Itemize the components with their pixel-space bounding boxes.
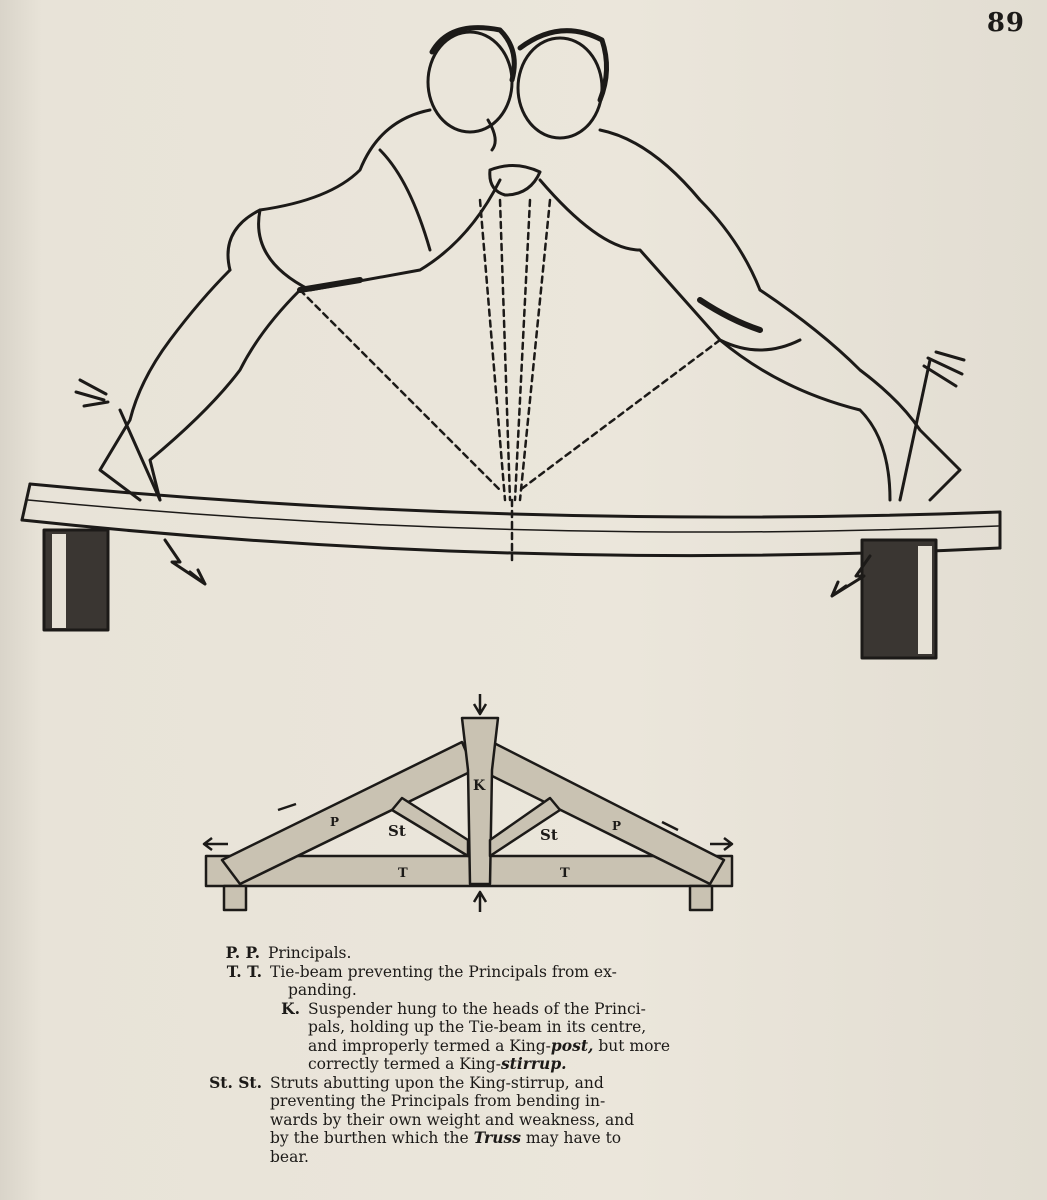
left-figure — [76, 28, 514, 500]
legend-suspender-line-1: Suspender hung to the heads of the Princi- — [308, 999, 646, 1018]
bottom-arrow — [474, 892, 486, 912]
right-figure — [518, 31, 964, 500]
legend-struts-line-4: by the burthen which the Truss may have to — [270, 1128, 622, 1147]
legend-suspender-line-2: pals, holding up the Tie-beam in its centre, — [308, 1018, 647, 1036]
top-arrow — [474, 694, 486, 714]
truss-label-tie-right: T — [560, 866, 570, 881]
legend-struts-line-1: Struts abutting upon the King-stirrup, and — [270, 1073, 604, 1092]
truss-label-tie-left: T — [398, 866, 408, 881]
legend-suspender — [281, 998, 758, 1074]
truss-label-principal-left: P — [330, 815, 340, 829]
truss-label-strut-left: St — [388, 822, 406, 840]
legend-key-principals: P. P. — [225, 943, 260, 962]
legend-tie-beam-line-1: Tie-beam preventing the Principals from ex- — [270, 962, 617, 981]
force-lines — [300, 200, 720, 560]
legend-key-tie-beam: T. T. — [226, 961, 262, 981]
right-arrow — [710, 838, 732, 850]
truss-legend — [198, 944, 758, 1166]
left-arrow — [204, 838, 228, 850]
legend-tie-beam — [226, 961, 758, 1000]
legend-struts-line-3: wards by their own weight and weakness, and — [270, 1110, 635, 1129]
truss-label-principal-right: P — [612, 819, 622, 833]
legend-struts-line-2: preventing the Principals from bending in- — [270, 1092, 606, 1110]
legend-text-principals: Principals. — [268, 944, 352, 962]
legend-suspender-line-3: and improperly termed a King-post, but more — [308, 1035, 670, 1055]
left-force-arrow — [165, 540, 205, 584]
truss-label-strut-right: St — [540, 826, 558, 844]
legend-key-suspender: K. — [281, 998, 300, 1018]
legend-key-struts: St. St. — [209, 1072, 262, 1092]
truss-label-king: K — [473, 778, 486, 794]
truss-diagram — [204, 694, 732, 912]
legend-struts — [209, 1072, 758, 1167]
legend-tie-beam-line-2: panding. — [288, 981, 357, 999]
legend-principals — [225, 943, 758, 963]
page-number: 89 — [986, 8, 1025, 38]
legend-struts-line-5: bear. — [270, 1147, 309, 1166]
legend-suspender-line-4: correctly termed a King-stirrup. — [308, 1054, 567, 1073]
clasped-hands — [490, 165, 540, 195]
